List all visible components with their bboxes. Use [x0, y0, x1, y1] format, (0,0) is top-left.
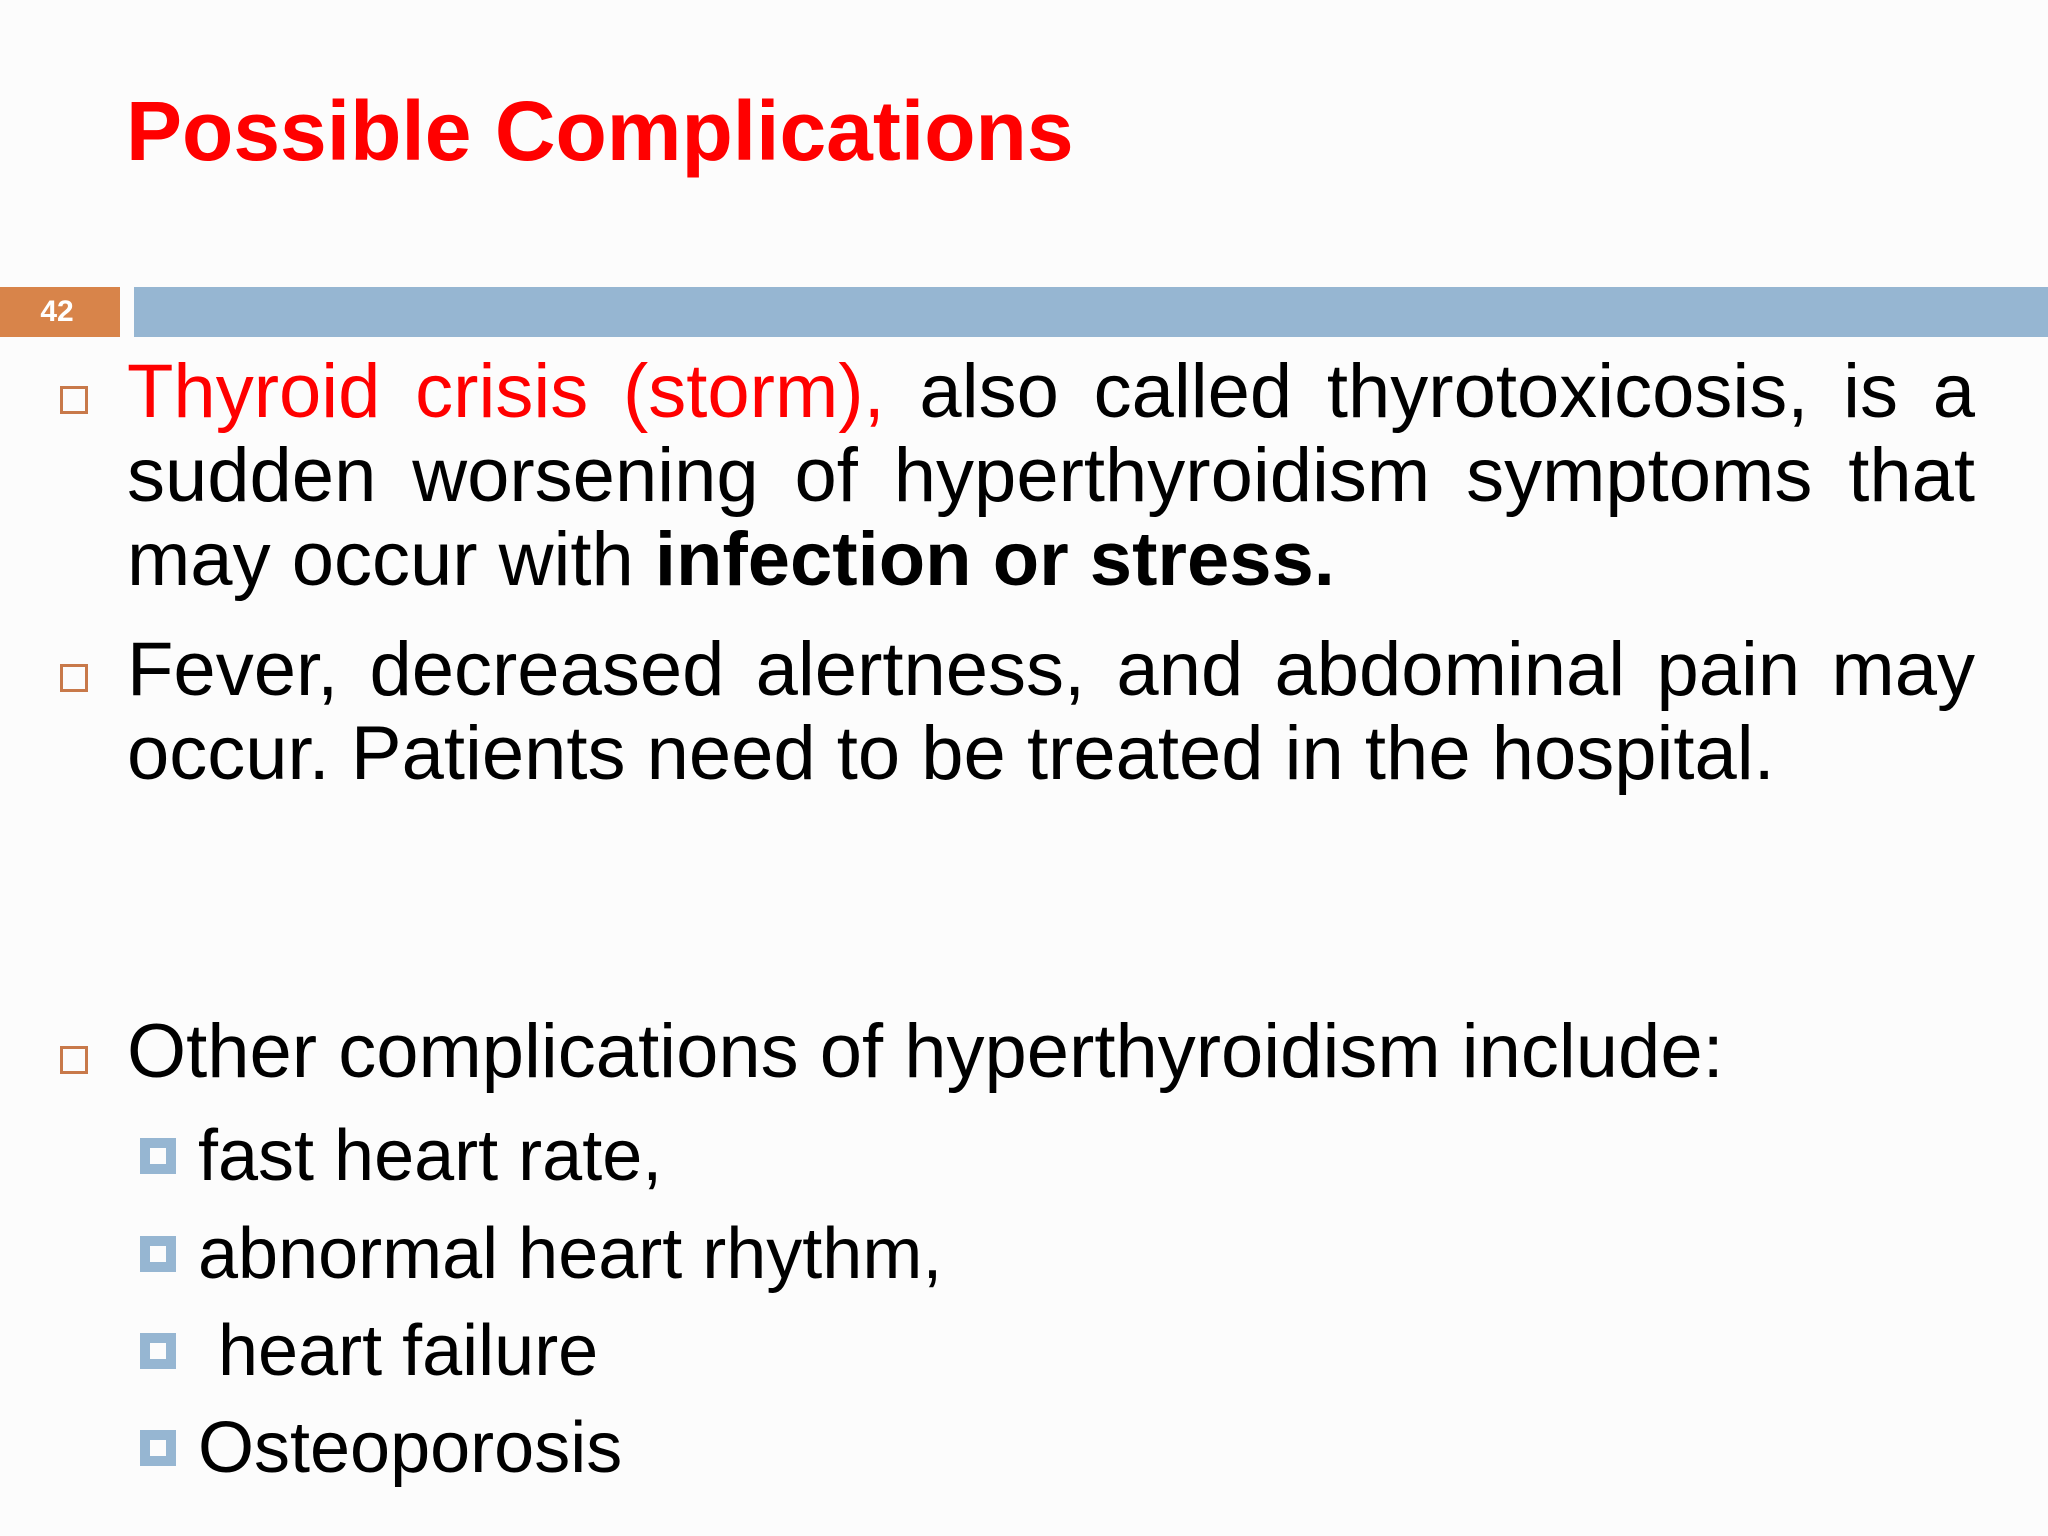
bullet-body: also called thyrotoxicosis, is a sudden worsening of hyperthyroidism symptoms that may occur with: [127, 349, 1975, 602]
bullet-highlight: Thyroid crisis (storm),: [127, 349, 885, 434]
square-sub-bullet-icon: [140, 1333, 176, 1369]
sub-bullet-text: abnormal heart rhythm,: [198, 1214, 943, 1294]
header-bar: [134, 287, 2048, 337]
square-sub-bullet-icon: [140, 1138, 176, 1174]
bullet-text: Fever, decreased alertness, and abdominal pain may occur. Patients need to be treated in the hospital.: [127, 627, 1975, 796]
sub-bullet-text: Osteoporosis: [198, 1408, 623, 1488]
slide-title: Possible Complications: [126, 84, 1074, 178]
square-bullet-icon: [60, 1046, 88, 1074]
sub-bullet-text: fast heart rate,: [198, 1116, 663, 1196]
square-sub-bullet-icon: [140, 1236, 176, 1272]
square-sub-bullet-icon: [140, 1430, 176, 1466]
slide-number: 42: [0, 287, 120, 337]
square-bullet-icon: [60, 664, 88, 692]
sub-bullet-text: heart failure: [198, 1311, 599, 1391]
square-bullet-icon: [60, 386, 88, 414]
bullet-text: [127, 350, 1975, 602]
bullet-emphasis: infection or stress.: [654, 517, 1335, 602]
bullet-text: Other complications of hyperthyroidism include:: [127, 1009, 1724, 1094]
